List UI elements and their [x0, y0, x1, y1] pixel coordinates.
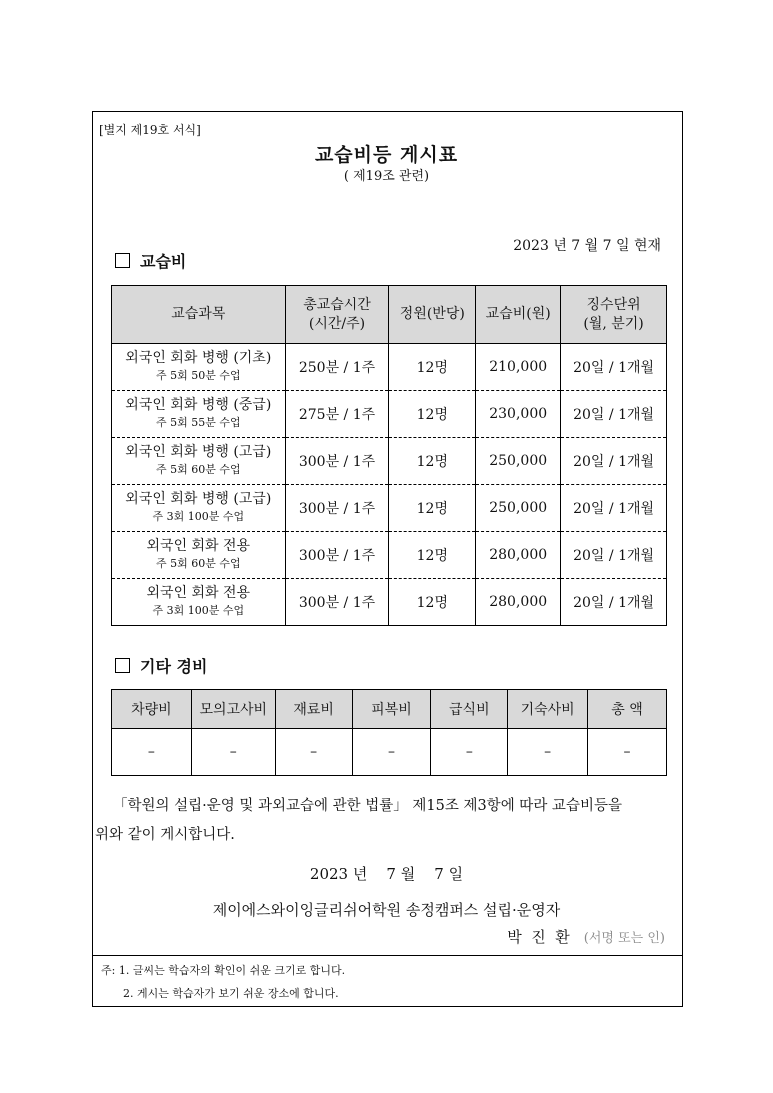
hours-cell: 300분 / 1주 [285, 532, 389, 579]
table-row [112, 438, 667, 485]
header-mock-exam: 모의고사비 [191, 690, 275, 729]
fee-cell: 210,000 [476, 344, 561, 391]
header-hours-text: 총교습시간 (시간/주) [303, 296, 371, 332]
header-vehicle: 차량비 [112, 690, 192, 729]
header-materials: 재료비 [275, 690, 352, 729]
table-row [112, 579, 667, 626]
header-capacity: 정원(반당) [389, 286, 476, 344]
page-subtitle: ( 제19조 관련) [343, 169, 430, 184]
capacity-cell: 12명 [389, 391, 476, 438]
course-cell: 외국인 회화 전용 주 5회 60분 수업 [112, 532, 286, 579]
operator-name: 박 진 환 [507, 928, 570, 946]
capacity-cell: 12명 [389, 344, 476, 391]
table-row [112, 532, 667, 579]
total-value: – [588, 729, 667, 776]
dormitory-value: – [508, 729, 588, 776]
other-expenses-table [111, 689, 667, 776]
course-cell: 외국인 회화 전용 주 3회 100분 수업 [112, 579, 286, 626]
as-of-date: 2023 년 7 월 7 일 현재 [513, 238, 661, 254]
unit-cell: 20일 / 1개월 [561, 579, 667, 626]
other-header-row [112, 690, 667, 729]
checkbox-square-icon [115, 658, 130, 673]
notes-divider [92, 955, 683, 956]
checkbox-square-icon [115, 253, 130, 268]
hours-cell: 275분 / 1주 [285, 391, 389, 438]
header-unit-text: 징수단위 (월, 분기) [583, 296, 644, 332]
header-clothing: 피복비 [352, 690, 431, 729]
materials-value: – [275, 729, 352, 776]
header-fee: 교습비(원) [476, 286, 561, 344]
header-dormitory: 기숙사비 [508, 690, 588, 729]
capacity-cell: 12명 [389, 485, 476, 532]
capacity-cell: 12명 [389, 579, 476, 626]
statement-line-1: 「학원의 설립·운영 및 과외교습에 관한 법률」 제15조 제3항에 따라 교습비등을 [113, 798, 622, 814]
vehicle-value: – [112, 729, 192, 776]
fee-cell: 280,000 [476, 579, 561, 626]
meals-value: – [431, 729, 508, 776]
fee-cell: 230,000 [476, 391, 561, 438]
signature-hint: (서명 또는 인) [583, 931, 665, 946]
table-row [112, 485, 667, 532]
unit-cell: 20일 / 1개월 [561, 532, 667, 579]
hours-cell: 250분 / 1주 [285, 344, 389, 391]
unit-cell: 20일 / 1개월 [561, 438, 667, 485]
table-row [112, 344, 667, 391]
course-cell: 외국인 회화 병행 (고급) 주 3회 100분 수업 [112, 485, 286, 532]
header-unit [561, 286, 667, 344]
fees-table [111, 285, 667, 626]
page-title: 교습비등 게시표 [314, 144, 459, 166]
header-hours [285, 286, 389, 344]
header-course: 교습과목 [112, 286, 286, 344]
capacity-cell: 12명 [389, 438, 476, 485]
fee-cell: 250,000 [476, 485, 561, 532]
capacity-cell: 12명 [389, 532, 476, 579]
fee-cell: 250,000 [476, 438, 561, 485]
unit-cell: 20일 / 1개월 [561, 344, 667, 391]
clothing-value: – [352, 729, 431, 776]
unit-cell: 20일 / 1개월 [561, 485, 667, 532]
course-cell: 외국인 회화 병행 (중급) 주 5회 55분 수업 [112, 391, 286, 438]
sign-date: 2023 년 7 월 7 일 [309, 865, 464, 883]
note-1: 주: 1. 글씨는 학습자의 확인이 쉬운 크기로 합니다. [101, 964, 346, 977]
fees-header-row [112, 286, 667, 344]
hours-cell: 300분 / 1주 [285, 485, 389, 532]
form-label: [별지 제19호 서식] [99, 123, 201, 137]
section-other-heading: 기타 경비 [115, 654, 207, 677]
fee-cell: 280,000 [476, 532, 561, 579]
course-cell: 외국인 회화 병행 (고급) 주 5회 60분 수업 [112, 438, 286, 485]
header-meals: 급식비 [431, 690, 508, 729]
note-2: 2. 게시는 학습자가 보기 쉬운 장소에 합니다. [123, 987, 339, 1000]
course-cell: 외국인 회화 병행 (기초) 주 5회 50분 수업 [112, 344, 286, 391]
table-row [112, 391, 667, 438]
statement-line-2: 위와 같이 게시합니다. [95, 827, 235, 843]
hours-cell: 300분 / 1주 [285, 438, 389, 485]
header-total: 총 액 [588, 690, 667, 729]
academy-name: 제이에스와이잉글리쉬어학원 송정캠퍼스 설립·운영자 [212, 901, 561, 919]
mock-exam-value: – [191, 729, 275, 776]
hours-cell: 300분 / 1주 [285, 579, 389, 626]
section-fees-heading: 교습비 [115, 249, 186, 272]
unit-cell: 20일 / 1개월 [561, 391, 667, 438]
table-row [112, 729, 667, 776]
operator [507, 926, 665, 947]
